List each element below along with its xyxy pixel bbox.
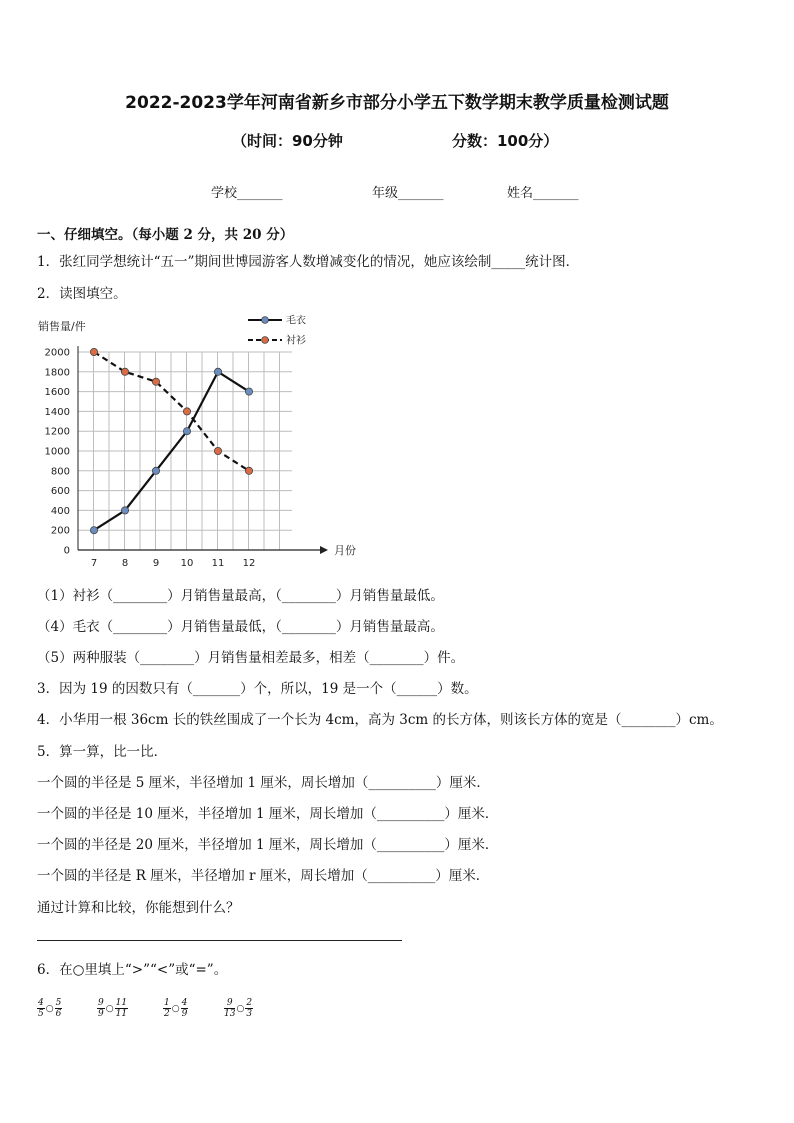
question-6: 6．在○里填上“>”“<”或“=”。 — [37, 962, 228, 978]
fraction-numerator: 11 — [115, 998, 128, 1008]
question-5-c: 一个圆的半径是 20 厘米，半径增加 1 厘米，周长增加（__________）厘米． — [37, 837, 499, 853]
question-5-a: 一个圆的半径是 5 厘米，半径增加 1 厘米，周长增加（__________）厘米． — [37, 775, 490, 791]
compare-circle[interactable]: ○ — [45, 1003, 54, 1014]
data-point — [152, 467, 159, 474]
fraction-numerator: 4 — [181, 998, 188, 1008]
data-point — [183, 428, 190, 435]
y-tick-label: 1400 — [44, 406, 70, 418]
fraction-denominator: 13 — [224, 1009, 236, 1019]
question-5-e: 通过计算和比较，你能想到什么？ — [37, 900, 240, 916]
exam-score: 分数：100分） — [452, 132, 559, 150]
fraction-denominator: 3 — [246, 1009, 253, 1019]
x-axis-title: 月份 — [334, 544, 356, 557]
y-tick-label: 1200 — [44, 426, 70, 438]
question-1: 1．张红同学想统计“五一”期间世博园游客人数增减变化的情况，她应该绘制_____统计图． — [37, 254, 580, 270]
data-point — [183, 408, 190, 415]
chart-legend — [248, 314, 306, 347]
data-point — [121, 507, 128, 514]
data-point — [214, 368, 221, 375]
answer-line[interactable] — [37, 940, 402, 941]
y-tick-label: 400 — [50, 505, 70, 517]
data-point — [90, 527, 97, 534]
y-tick-label: 800 — [50, 466, 70, 478]
y-tick-label: 1600 — [44, 387, 70, 399]
legend-marker — [262, 337, 269, 344]
compare-item-4 — [224, 998, 253, 1019]
x-tick-label: 8 — [121, 558, 129, 569]
x-axis-arrow — [320, 546, 328, 554]
question-5: 5．算一算，比一比． — [37, 744, 168, 760]
question-5-b: 一个圆的半径是 10 厘米，半径增加 1 厘米，周长增加（__________）厘米． — [37, 806, 499, 822]
compare-item-3 — [163, 998, 188, 1019]
name-field: 姓名_______ — [507, 186, 579, 201]
fraction-denominator: 5 — [38, 1009, 44, 1019]
y-axis-title: 销售量/件 — [38, 320, 86, 333]
chart-axes — [38, 319, 356, 569]
question-4: 4．小华用一根 36cm 长的铁丝围成了一个长为 4cm，高为 3cm 的长方体，则该长方体的宽是（________）cm。 — [37, 712, 723, 728]
fraction-denominator: 2 — [164, 1009, 170, 1019]
y-tick-label: 600 — [50, 486, 70, 498]
data-point — [214, 447, 221, 454]
data-point — [121, 368, 128, 375]
fraction-numerator: 9 — [98, 998, 104, 1008]
y-tick-label: 1000 — [44, 446, 70, 458]
x-tick-label: 10 — [180, 558, 194, 569]
data-point — [245, 467, 252, 474]
exam-time: （时间：90分钟 — [232, 132, 343, 150]
y-tick-label: 200 — [50, 525, 70, 537]
x-tick-label: 7 — [90, 558, 98, 569]
fraction-numerator: 1 — [164, 998, 170, 1008]
question-2-part-1: （1）衬衫（________）月销售量最高，（________）月销售量最低。 — [37, 588, 444, 604]
section-heading: 一、仔细填空。（每小题 2 分，共 20 分） — [37, 227, 294, 243]
question-2-part-4: （4）毛衣（________）月销售量最低，（________）月销售量最高。 — [37, 619, 444, 635]
fraction-numerator: 4 — [38, 998, 44, 1008]
x-tick-label: 12 — [242, 558, 256, 569]
data-point — [152, 378, 159, 385]
question-2-part-5: （5）两种服装（________）月销售量相差最多，相差（________）件。 — [37, 650, 465, 666]
y-tick-label: 2000 — [44, 347, 70, 359]
sales-line-chart — [30, 308, 356, 569]
data-point — [245, 388, 252, 395]
legend-marker — [262, 317, 269, 324]
fraction-denominator: 9 — [181, 1009, 188, 1019]
x-tick-label: 9 — [152, 558, 160, 569]
x-tick-label: 11 — [211, 558, 225, 569]
y-tick-label: 1800 — [44, 367, 70, 379]
compare-circle[interactable]: ○ — [105, 1003, 114, 1014]
fraction-denominator: 9 — [98, 1009, 104, 1019]
question-3: 3．因为 19 的因数只有（_______）个，所以，19 是一个（______）数。 — [37, 681, 478, 697]
compare-item-2 — [97, 998, 128, 1019]
grade-field: 年级_______ — [372, 186, 444, 201]
fraction-numerator: 9 — [224, 998, 235, 1009]
fraction-numerator: 2 — [246, 998, 253, 1008]
question-5-d: 一个圆的半径是 R 厘米，半径增加 r 厘米，周长增加（__________）厘米． — [37, 868, 490, 884]
legend-label: 衬衫 — [286, 335, 306, 347]
fraction-denominator: 6 — [55, 1009, 62, 1019]
compare-item-1 — [37, 998, 62, 1019]
question-2: 2．读图填空。 — [37, 286, 127, 302]
compare-circle[interactable]: ○ — [236, 1003, 245, 1014]
page-title: 2022-2023学年河南省新乡市部分小学五下数学期末教学质量检测试题 — [125, 93, 669, 113]
data-point — [90, 348, 97, 355]
fraction-numerator: 5 — [55, 998, 62, 1008]
fraction-denominator: 11 — [115, 1009, 128, 1019]
legend-label: 毛衣 — [286, 315, 306, 327]
y-tick-label: 0 — [63, 545, 70, 557]
compare-circle[interactable]: ○ — [171, 1003, 180, 1014]
school-field: 学校_______ — [211, 186, 283, 201]
